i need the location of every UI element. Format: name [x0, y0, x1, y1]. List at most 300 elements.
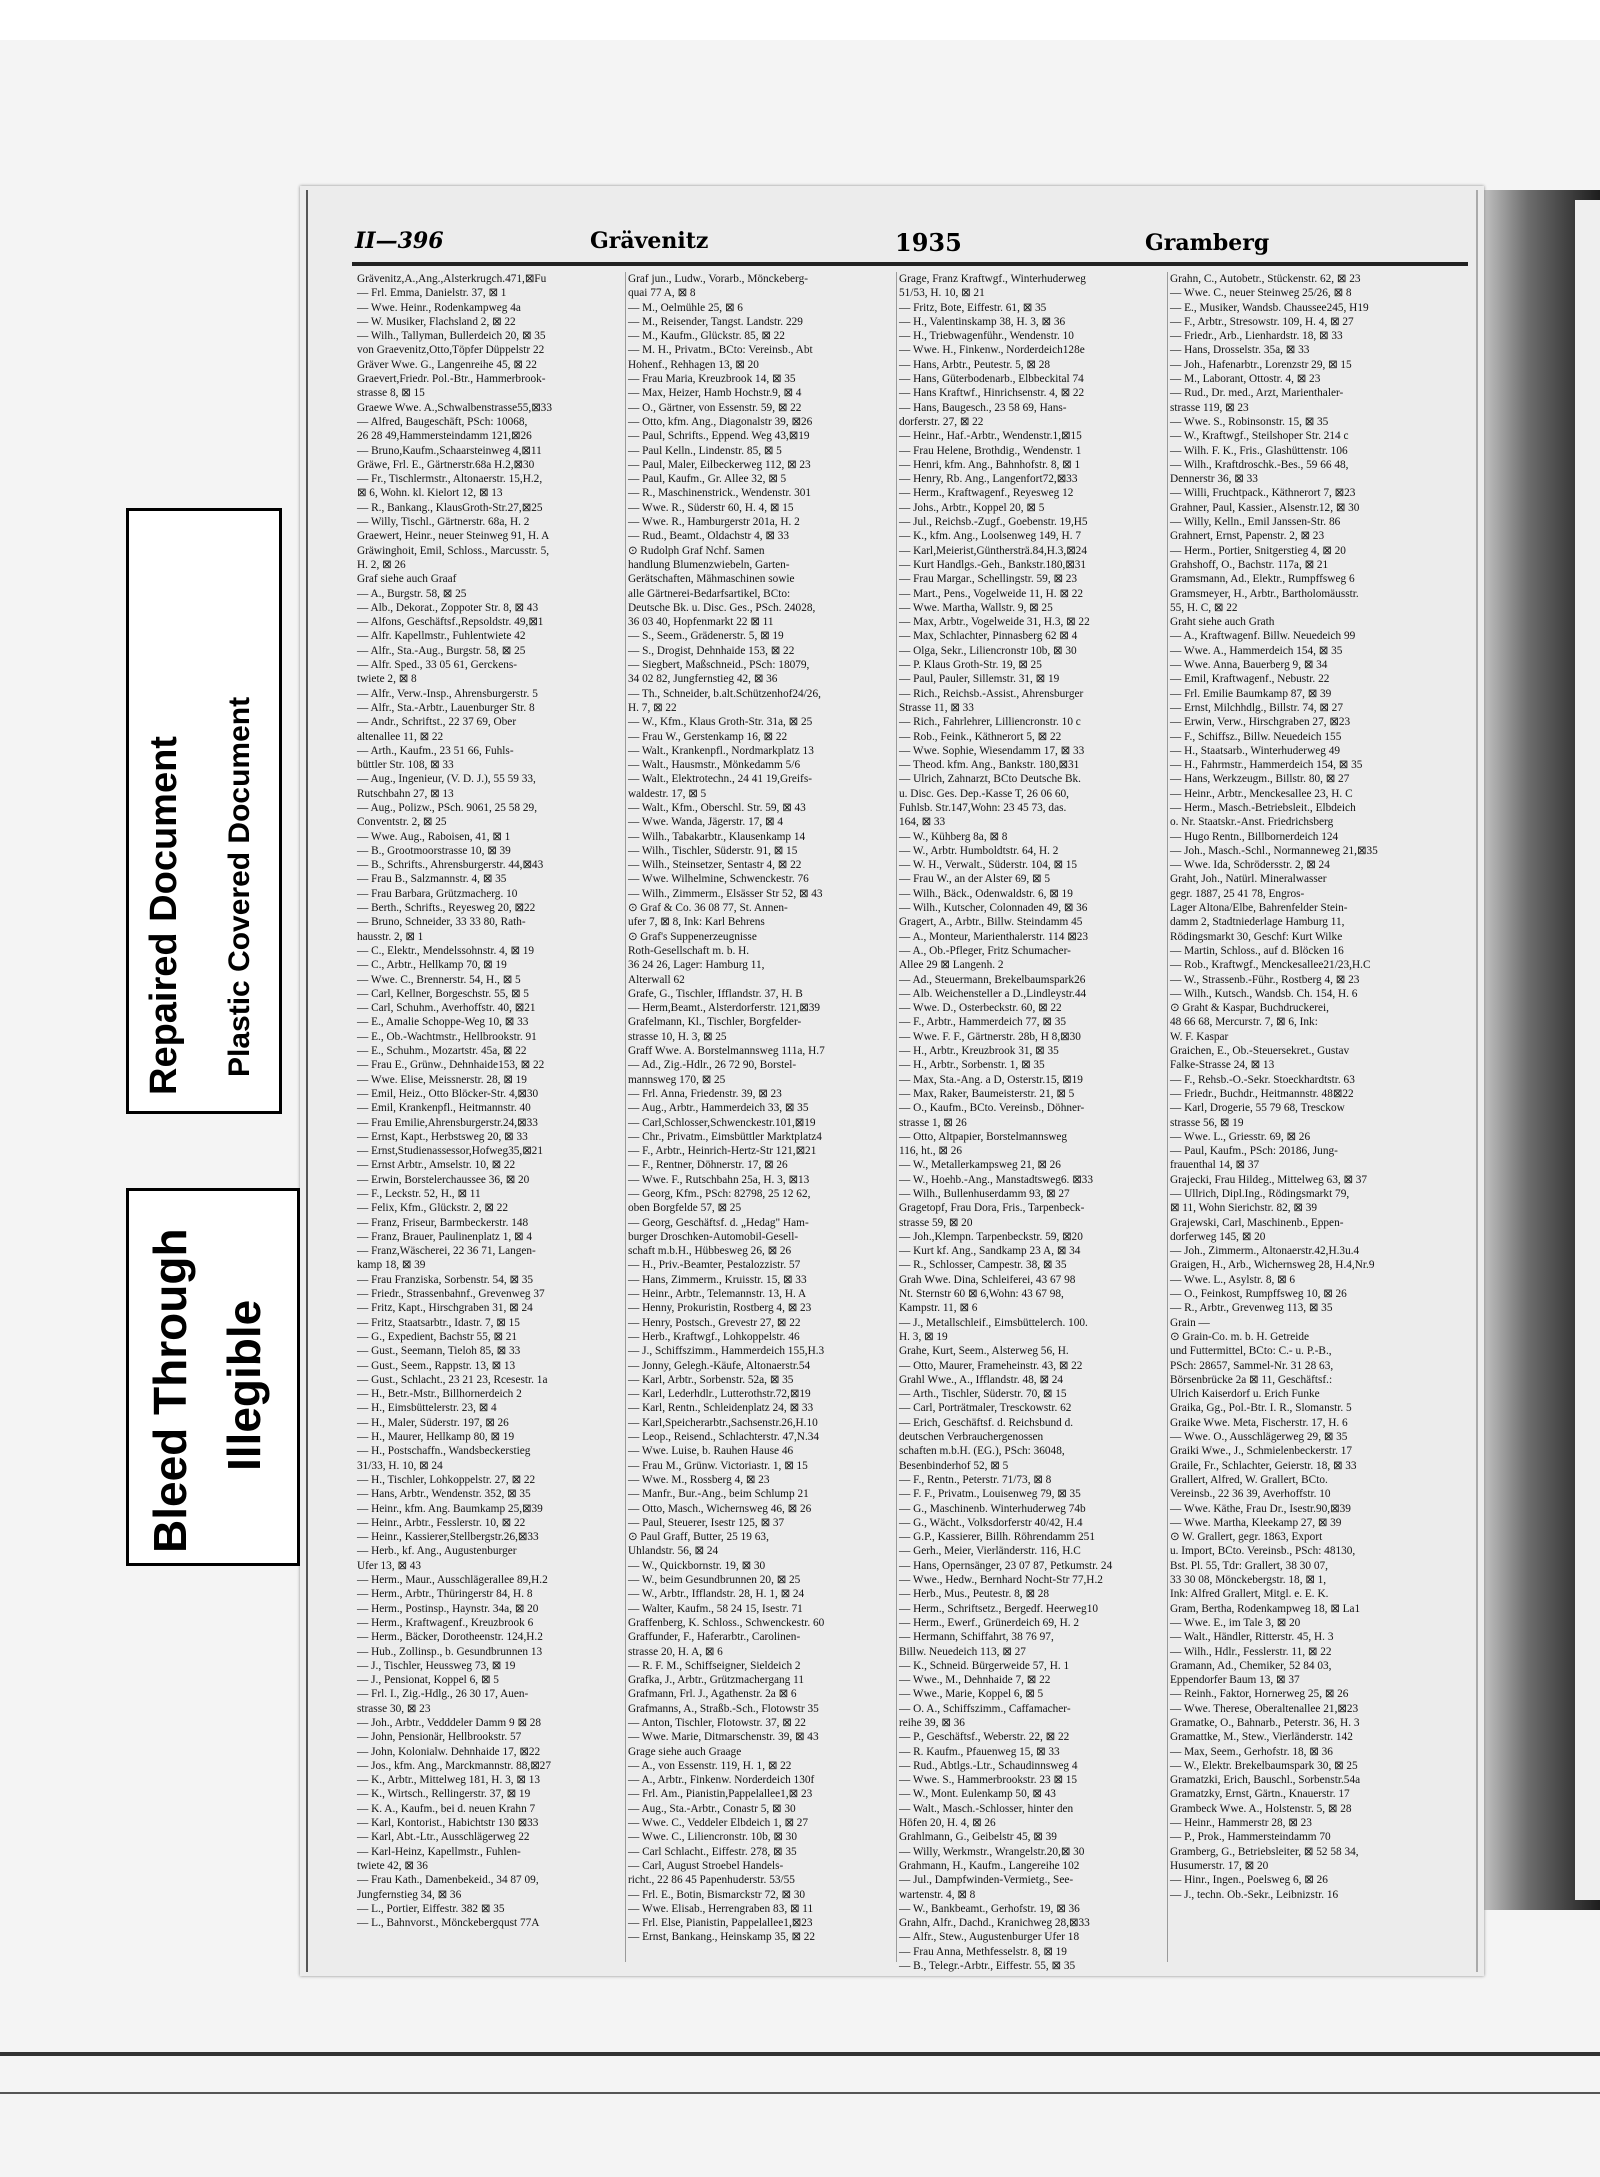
- directory-entry-line: schaft m.b.H., Hübbesweg 26, ⊠ 26: [628, 1245, 792, 1258]
- directory-entry-line: — Alfr. Kapellmstr., Fuhlentwiete 42: [357, 630, 526, 643]
- directory-entry-line: — Arth., Tischler, Süderstr. 70, ⊠ 15: [899, 1388, 1067, 1401]
- directory-entry-line: — H., Priv.-Beamter, Pestalozzistr. 57: [628, 1259, 801, 1272]
- directory-entry-line: — Siegbert, Maßschneid., PSch: 18079,: [628, 659, 810, 672]
- directory-entry-line: Grafka, J., Arbtr., Grützmachergang 11: [628, 1674, 804, 1687]
- directory-entry-line: Grajecki, Frau Hildeg., Mittelweg 63, ⊠ 37: [1170, 1173, 1368, 1186]
- directory-entry-line: — Friedr., Strassenbahnf., Grevenweg 37: [357, 1288, 545, 1301]
- directory-entry-line: — R., Arbtr., Grevenweg 113, ⊠ 35: [1170, 1302, 1333, 1315]
- directory-entry-line: Gräver Wwe. G., Langenreihe 45, ⊠ 22: [357, 358, 537, 371]
- directory-entry-line: büttler Str. 108, ⊠ 33: [357, 759, 454, 772]
- directory-entry-line: Graevert,Friedr. Pol.-Btr., Hammerbrook-: [357, 373, 546, 386]
- directory-entry-line: kamp 18, ⊠ 39: [357, 1259, 426, 1272]
- directory-entry-line: — Wilh., Tischler, Süderstr. 91, ⊠ 15: [628, 844, 798, 857]
- directory-entry-line: — E., Musiker, Wandsb. Chaussee245, H19: [1170, 301, 1369, 314]
- directory-entry-line: — Herm., Kraftwagenf., Reyesweg 12: [899, 487, 1074, 500]
- directory-entry-line: — W., Kühberg 8a, ⊠ 8: [899, 830, 1008, 843]
- directory-entry-line: — Herb., Mus., Peutestr. 8, ⊠ 28: [899, 1588, 1050, 1601]
- directory-entry-line: reihe 39, ⊠ 36: [899, 1716, 965, 1729]
- directory-entry-line: twiete 42, ⊠ 36: [357, 1859, 428, 1872]
- directory-entry-line: — E., Schuhm., Mozartstr. 45a, ⊠ 22: [357, 1045, 527, 1058]
- directory-entry-line: — Herm,Beamt., Alsterdorferstr. 121,⊠39: [628, 1002, 821, 1015]
- directory-entry-line: — Willy, Tischl., Gärtnerstr. 68a, H. 2: [357, 516, 530, 529]
- directory-entry-line: — Kurt kf. Ang., Sandkamp 23 A, ⊠ 34: [899, 1245, 1081, 1258]
- directory-entry-line: — L., Bahnvorst., Mönckebergqust 77A: [357, 1917, 540, 1930]
- directory-entry-line: — G.P., Kassierer, Billh. Röhrendamm 251: [899, 1531, 1095, 1544]
- directory-entry-line: — Hugo Rentn., Billbornerdeich 124: [1170, 830, 1339, 843]
- directory-entry-line: — Max, Heizer, Hamb Hochstr.9, ⊠ 4: [628, 387, 802, 400]
- directory-entry-line: strasse 56, ⊠ 19: [1170, 1116, 1244, 1129]
- directory-entry-line: Graht siehe auch Grath: [1170, 616, 1275, 629]
- directory-entry-line: Besenbinderhof 52, ⊠ 5: [899, 1459, 1009, 1472]
- directory-entry-line: — Alfr., Sta.-Aug., Burgstr. 58, ⊠ 25: [357, 644, 526, 657]
- directory-entry-line: richt., 22 86 45 Papenhuderstr. 53/55: [628, 1874, 795, 1887]
- directory-entry-line: — Wwe. Therese, Oberaltenallee 21,⊠23: [1170, 1702, 1359, 1715]
- directory-entry-line: Husumerstr. 17, ⊠ 20: [1170, 1859, 1269, 1872]
- directory-entry-line: strasse 59, ⊠ 20: [899, 1216, 973, 1229]
- directory-entry-line: — A., Arbtr., Finkenw. Norderdeich 130f: [628, 1774, 815, 1787]
- directory-entry-line: Graff Wwe. A. Borstelmannsweg 111a, H.7: [628, 1045, 825, 1058]
- directory-entry-line: — Anton, Tischler, Flotowstr. 37, ⊠ 22: [628, 1716, 806, 1729]
- directory-entry-line: — Bruno, Schneider, 33 33 80, Rath-: [357, 916, 526, 929]
- directory-entry-line: — Herm., Portier, Snitgerstieg 4, ⊠ 20: [1170, 544, 1346, 557]
- directory-entry-line: — W., Mont. Eulenkamp 50, ⊠ 43: [899, 1788, 1056, 1801]
- directory-entry-line: H. 7, ⊠ 22: [628, 701, 677, 714]
- directory-entry-line: — Ernst,Studienassessor,Hofweg35,⊠21: [357, 1145, 543, 1158]
- directory-entry-line: — Heinr., Arbtr., Fesslerstr. 10, ⊠ 22: [357, 1516, 526, 1529]
- directory-entry-line: — F., Arbtr., Heinrich-Hertz-Str 121,⊠21: [628, 1145, 817, 1158]
- directory-entry-line: 164, ⊠ 33: [899, 816, 946, 829]
- directory-entry-line: — Alfons, Geschäftsf.,Repsoldstr. 49,⊠1: [357, 616, 544, 629]
- directory-entry-line: — Carl, August Stroebel Handels-: [628, 1859, 784, 1872]
- directory-entry-line: — W., Arbtr., Ifflandstr. 28, H. 1, ⊠ 24: [628, 1588, 805, 1601]
- directory-entry-line: Graewe Wwe. A.,Schwalbenstrasse55,⊠33: [357, 401, 552, 414]
- scan-bottom-rule-thin: [0, 2092, 1600, 2094]
- directory-entry-line: Gramattke, M., Stew., Vierländerstr. 142: [1170, 1731, 1353, 1744]
- directory-entry-line: — Herb., Kraftwgf., Lohkoppelstr. 46: [628, 1330, 800, 1343]
- directory-entry-line: — Wwe. O., Ausschlägerweg 29, ⊠ 35: [1170, 1431, 1348, 1444]
- directory-entry-line: Ufer 13, ⊠ 43: [357, 1559, 422, 1572]
- directory-entry-line: — Wwe. Heinr., Rodenkampweg 4a: [357, 301, 521, 314]
- directory-entry-line: — Wilh., Kraftdroschk.-Bes., 59 66 48,: [1170, 458, 1349, 471]
- directory-entry-line: — Frl. Emilie Baumkamp 87, ⊠ 39: [1170, 687, 1332, 700]
- directory-entry-line: — Ullrich, Dipl.Ing., Rödingsmarkt 79,: [1170, 1188, 1350, 1200]
- directory-entry-line: — O. A., Schiffszimm., Caffamacher-: [899, 1702, 1071, 1715]
- directory-entry-line: — Andr., Schriftst., 22 37 69, Ober: [357, 716, 517, 729]
- directory-entry-line: — Frau M., Grünw. Victoriastr. 1, ⊠ 15: [628, 1459, 808, 1472]
- directory-entry-line: — Wilh., Steinsetzer, Sentastr 4, ⊠ 22: [628, 859, 802, 872]
- directory-column-3: [899, 272, 1167, 1973]
- directory-entry-line: — H., Fahrmstr., Hammerdeich 154, ⊠ 35: [1170, 759, 1363, 772]
- directory-entry-line: — Frau B., Salzmannstr. 4, ⊠ 35: [357, 873, 507, 886]
- directory-entry-line: Roth-Gesellschaft m. b. H.: [628, 944, 750, 957]
- directory-entry-line: — P., Geschäftsf., Weberstr. 22, ⊠ 22: [899, 1731, 1070, 1744]
- directory-entry-line: — Carl, Porträtmaler, Tresckowstr. 62: [899, 1402, 1072, 1415]
- directory-entry-line: — Gust., Schlacht., 23 21 23, Rcesestr. 1a: [357, 1373, 548, 1386]
- directory-entry-line: — Wwe. D., Osterbeckstr. 60, ⊠ 22: [899, 1002, 1062, 1015]
- directory-entry-line: strasse 30, ⊠ 23: [357, 1702, 431, 1715]
- directory-entry-line: damm 2, Stadtniederlage Hamburg 11,: [1170, 916, 1345, 929]
- directory-entry-line: — Wwe. Elise, Meissnerstr. 28, ⊠ 19: [357, 1073, 527, 1086]
- directory-entry-line: — S., Drogist, Dehnhaide 153, ⊠ 22: [628, 644, 795, 657]
- directory-entry-line: — Erwin, Verw., Hirschgraben 27, ⊠23: [1170, 716, 1351, 729]
- directory-entry-line: — Wilh., Zimmerm., Elsässer Str 52, ⊠ 43: [628, 887, 823, 900]
- directory-entry-line: — F., Rentn., Peterstr. 71/73, ⊠ 8: [899, 1473, 1052, 1486]
- directory-entry-line: hausstr. 2, ⊠ 1: [357, 930, 424, 943]
- directory-entry-line: — F., Arbtr., Stresowstr. 109, H. 4, ⊠ 27: [1170, 315, 1354, 328]
- directory-entry-line: Grahner, Paul, Kassier., Alsenstr.12, ⊠ 30: [1170, 501, 1360, 514]
- directory-entry-line: — Wwe. C., neuer Steinweg 25/26, ⊠ 8: [1170, 287, 1352, 300]
- directory-entry-line: — Carl Schlacht., Eiffestr. 278, ⊠ 35: [628, 1845, 797, 1858]
- directory-entry-line: — Chr., Privatm., Eimsbüttler Marktplatz4: [628, 1130, 822, 1143]
- column-separator: [1167, 272, 1168, 1962]
- directory-entry-line: Nt. Sternstr 60 ⊠ 6,Wohn: 43 67 98,: [899, 1288, 1064, 1301]
- directory-entry-line: ⊙ Graht & Kaspar, Buchdruckerei,: [1170, 1002, 1329, 1015]
- directory-entry-line: Graewert, Heinr., neuer Steinweg 91, H. A: [357, 530, 550, 543]
- directory-entry-line: — Wilh., Bäck., Odenwaldstr. 6, ⊠ 19: [899, 887, 1073, 900]
- directory-entry-line: — Gust., Seemann, Tieloh 85, ⊠ 33: [357, 1345, 521, 1358]
- directory-entry-line: — Heinr., Arbtr., Menckesallee 23, H. C: [1170, 787, 1353, 800]
- directory-entry-line: Grage siehe auch Graage: [628, 1745, 742, 1758]
- directory-entry-line: — Wwe. C., Liliencronstr. 10b, ⊠ 30: [628, 1831, 797, 1844]
- directory-entry-line: — Frl. Anna, Friedenstr. 39, ⊠ 23: [628, 1087, 782, 1100]
- directory-entry-line: twiete 2, ⊠ 8: [357, 673, 417, 686]
- directory-entry-line: — B., Schrifts., Ahrensburgerstr. 44,⊠43: [357, 859, 544, 872]
- directory-entry-line: strasse 10, H. 3, ⊠ 25: [628, 1030, 727, 1043]
- directory-entry-line: Rutschbahn 27, ⊠ 13: [357, 787, 454, 800]
- directory-entry-line: — Frau W., an der Alster 69, ⊠ 5: [899, 873, 1050, 886]
- directory-entry-line: — Erich, Geschäftsf. d. Reichsbund d.: [899, 1416, 1074, 1429]
- directory-entry-line: — Walt., Masch.-Schlosser, hinter den: [899, 1802, 1074, 1815]
- directory-entry-line: — F., Arbtr., Hammerdeich 77, ⊠ 35: [899, 1016, 1067, 1029]
- directory-entry-line: Grahn, C., Autobetr., Stückenstr. 62, ⊠ 23: [1170, 273, 1361, 285]
- directory-entry-line: — M. H., Privatm., BCto: Vereinsb., Abt: [628, 344, 813, 357]
- directory-entry-line: — Wwe. Käthe, Frau Dr., Isestr.90,⊠39: [1170, 1502, 1351, 1515]
- header-rule: [352, 262, 1468, 266]
- directory-entry-line: Graht, Joh., Natürl. Mineralwasser: [1170, 873, 1327, 886]
- directory-entry-line: — H., Eimsbüttelerstr. 23, ⊠ 4: [357, 1402, 497, 1415]
- directory-entry-line: Gräwe, Frl. E., Gärtnerstr.68a H.2,⊠30: [357, 458, 535, 471]
- directory-entry-line: — Frau Anna, Methfesselstr. 8, ⊠ 19: [899, 1945, 1067, 1958]
- directory-entry-line: PSch: 28657, Sammel-Nr. 31 28 63,: [1170, 1359, 1334, 1372]
- directory-entry-line: Gramsmann, Ad., Elektr., Rumpffsweg 6: [1170, 573, 1355, 586]
- directory-entry-line: — Frau Maria, Kreuzbrook 14, ⊠ 35: [628, 373, 796, 386]
- directory-entry-line: — Carl,Schlosser,Schwenckestr.101,⊠19: [628, 1116, 816, 1129]
- directory-entry-line: — G., Expedient, Bachstr 55, ⊠ 21: [357, 1330, 518, 1343]
- directory-entry-line: — Wwe. Marie, Ditmarschenstr. 39, ⊠ 43: [628, 1731, 819, 1744]
- directory-entry-line: — Max, Sta.-Ang. a D, Osterstr.15, ⊠19: [899, 1073, 1083, 1086]
- directory-entry-line: — Alfr. Sped., 33 05 61, Gerckens-: [357, 659, 518, 672]
- directory-entry-line: altenallee 11, ⊠ 22: [357, 730, 444, 743]
- directory-entry-line: — J., techn. Ob.-Sekr., Leibnizstr. 16: [1170, 1888, 1339, 1901]
- directory-entry-line: — Wwe. Wanda, Jägerstr. 17, ⊠ 4: [628, 816, 783, 829]
- directory-entry-line: Gragetopf, Frau Dora, Fris., Tarpenbeck-: [899, 1202, 1085, 1215]
- directory-entry-line: 33 30 08, Mönckebergstr. 18, ⊠ 1,: [1170, 1574, 1327, 1587]
- directory-entry-line: quai 77 A, ⊠ 8: [628, 287, 696, 300]
- directory-entry-line: — H., Staatsarb., Winterhuderweg 49: [1170, 744, 1341, 757]
- directory-entry-line: — W., Hoehb.-Ang., Manstadtsweg6. ⊠33: [899, 1173, 1093, 1186]
- directory-entry-line: Allee 29 ⊠ Langenh. 2: [899, 959, 1004, 972]
- directory-entry-line: — Fr., Tischlermstr., Altonaerstr. 15,H.2,: [357, 473, 543, 486]
- directory-entry-line: — Herm., Maur., Ausschlägerallee 89,H.2: [357, 1574, 548, 1587]
- directory-entry-line: ⊙ Graf & Co. 36 08 77, St. Annen-: [628, 902, 788, 915]
- stamp-text-repaired: Repaired Document: [143, 736, 185, 1095]
- directory-entry-line: — Wwe. Elisab., Herrengraben 83, ⊠ 11: [628, 1902, 814, 1915]
- directory-entry-line: — G., Wächt., Volksdorferstr 40/42, H.4: [899, 1516, 1083, 1529]
- directory-entry-line: — Joh., Zimmerm., Altonaerstr.42,H.3u.4: [1170, 1245, 1360, 1258]
- directory-entry-line: — Hans, Werkzeugm., Billstr. 80, ⊠ 27: [1170, 773, 1350, 786]
- directory-entry-line: — F., Schiffsz., Billw. Neuedeich 155: [1170, 730, 1342, 743]
- directory-entry-line: ⊠ 6, Wohn. kl. Kielort 12, ⊠ 13: [357, 487, 503, 500]
- directory-entry-line: — M., Laborant, Ottostr. 4, ⊠ 23: [1170, 373, 1321, 386]
- directory-entry-line: — Wilh., Kutscher, Colonnaden 49, ⊠ 36: [899, 902, 1088, 915]
- directory-entry-line: — Ernst, Milchhdlg., Billstr. 74, ⊠ 27: [1170, 701, 1343, 714]
- directory-entry-line: — W., Bankbeamt., Gerhofstr. 19, ⊠ 36: [899, 1902, 1080, 1915]
- directory-entry-line: — C., Elektr., Mendelssohnstr. 4, ⊠ 19: [357, 944, 535, 957]
- directory-entry-line: — M., Reisender, Tangst. Landstr. 229: [628, 315, 803, 328]
- directory-entry-line: — Aug., Sta.-Arbtr., Conastr 5, ⊠ 30: [628, 1802, 796, 1815]
- directory-entry-line: — K., Wirtsch., Rellingerstr. 37, ⊠ 19: [357, 1788, 531, 1801]
- directory-entry-line: Grafmanns, A., Straßb.-Sch., Flotowstr 35: [628, 1702, 819, 1715]
- directory-entry-line: — Henry, Rb. Ang., Langenfort72,⊠33: [899, 473, 1078, 486]
- directory-entry-line: — J., Metallschleif., Eimsbüttelerch. 100.: [899, 1316, 1088, 1329]
- directory-entry-line: dorferweg 145, ⊠ 20: [1170, 1230, 1266, 1243]
- directory-entry-line: — Paul Kelln., Lindenstr. 85, ⊠ 5: [628, 444, 782, 457]
- directory-entry-line: Grajewski, Carl, Maschinenb., Eppen-: [1170, 1216, 1344, 1229]
- directory-entry-line: — Otto, Masch., Wichernsweg 46, ⊠ 26: [628, 1502, 812, 1515]
- directory-entry-line: — Carl, Schuhm., Averhoffstr. 40, ⊠21: [357, 1002, 536, 1015]
- directory-entry-line: — Frl. Emma, Danielstr. 37, ⊠ 1: [357, 287, 507, 300]
- directory-entry-line: u. Import, BCto. Vereinsb., PSch: 48130,: [1170, 1545, 1356, 1558]
- directory-entry-line: ⊙ W. Grallert, gegr. 1863, Export: [1170, 1531, 1323, 1544]
- directory-entry-line: — Herm., Arbtr., Thüringerstr 84, H. 8: [357, 1588, 533, 1601]
- directory-entry-line: Graiki Wwe., J., Schmielenbeckerstr. 17: [1170, 1445, 1353, 1458]
- directory-entry-line: Conventstr. 2, ⊠ 25: [357, 816, 447, 829]
- stamp-text-illegible: Illegible: [218, 1299, 270, 1471]
- directory-entry-line: — Wwe., M., Dehnhaide 7, ⊠ 22: [899, 1674, 1051, 1687]
- directory-entry-line: — Th., Schneider, b.alt.Schützenhof24/26,: [628, 687, 821, 700]
- directory-entry-line: — Hans Kraftwf., Hinrichsenstr. 4, ⊠ 22: [899, 387, 1085, 400]
- directory-entry-line: — P., Prok., Hammersteindamm 70: [1170, 1831, 1331, 1844]
- directory-entry-line: handlung Blumenzwiebeln, Garten-: [628, 558, 790, 571]
- directory-entry-line: — Henri, kfm. Ang., Bahnhofstr. 8, ⊠ 1: [899, 458, 1081, 471]
- directory-entry-line: — K. A., Kaufm., bei d. neuen Krahn 7: [357, 1802, 536, 1815]
- directory-entry-line: — Fritz, Bote, Eiffestr. 61, ⊠ 35: [899, 301, 1047, 314]
- directory-entry-line: — A., von Essenstr. 119, H. 1, ⊠ 22: [628, 1759, 792, 1772]
- directory-entry-line: — John, Kolonialw. Dehnhaide 17, ⊠22: [357, 1745, 541, 1758]
- directory-entry-line: — Frl. I., Zig.-Hdlg., 26 30 17, Auen-: [357, 1688, 529, 1701]
- directory-entry-line: Alterwall 62: [628, 973, 685, 986]
- directory-entry-line: — C., Arbtr., Hellkamp 70, ⊠ 19: [357, 959, 507, 972]
- directory-entry-line: 36 03 40, Hopfenmarkt 22 ⊠ 11: [628, 616, 774, 629]
- directory-entry-line: ⊙ Graf's Suppenerzeugnisse: [628, 930, 757, 943]
- directory-entry-line: — Karl, Drogerie, 55 79 68, Tresckow: [1170, 1102, 1345, 1115]
- directory-entry-line: — Wwe. Martha, Kleekamp 27, ⊠ 39: [1170, 1516, 1342, 1529]
- directory-entry-line: — Hermann, Schiffahrt, 38 76 97,: [899, 1631, 1054, 1644]
- next-page-edge: [1575, 200, 1600, 1900]
- directory-entry-line: — Herm., Ewerf., Grünerdeich 69, H. 2: [899, 1616, 1080, 1629]
- directory-entry-line: Börsenbrücke 2a ⊠ 11, Geschäftsf.:: [1170, 1373, 1333, 1386]
- directory-entry-line: — Heinr., Kassierer,Stellbergstr.26,⊠33: [357, 1531, 539, 1544]
- directory-entry-line: — W., Kraftwgf., Steilshoper Str. 214 c: [1170, 430, 1349, 443]
- directory-entry-line: — Hub., Zollinsp., b. Gesundbrunnen 13: [357, 1645, 543, 1658]
- directory-entry-line: dorferstr. 27, ⊠ 22: [899, 415, 984, 428]
- directory-entry-line: — Herm., Bäcker, Dorotheenstr. 124,H.2: [357, 1631, 543, 1644]
- directory-entry-line: — Max, Arbtr., Vogelweide 31, H.3, ⊠ 22: [899, 616, 1090, 629]
- directory-entry-line: — Herm., Postinsp., Haynstr. 34a, ⊠ 20: [357, 1602, 539, 1615]
- directory-entry-line: — Wwe. M., Rossberg 4, ⊠ 23: [628, 1473, 770, 1486]
- directory-entry-line: 55, H. C, ⊠ 22: [1170, 601, 1238, 614]
- directory-entry-line: — Paul, Kaufm., Gr. Allee 32, ⊠ 5: [628, 473, 787, 486]
- directory-entry-line: — W. Musiker, Flachsland 2, ⊠ 22: [357, 315, 516, 328]
- directory-entry-line: — Walt., Hausmstr., Mönkedamm 5/6: [628, 759, 801, 772]
- directory-entry-line: — A., Burgstr. 58, ⊠ 25: [357, 587, 467, 600]
- directory-entry-line: Grafe, G., Tischler, Ifflandstr. 37, H. B: [628, 987, 803, 1000]
- directory-entry-line: — W., Kfm., Klaus Groth-Str. 31a, ⊠ 25: [628, 716, 813, 729]
- directory-entry-line: — Walter, Kaufm., 58 24 15, Isestr. 71: [628, 1602, 803, 1615]
- directory-entry-line: — K., Schneid. Bürgerweide 57, H. 1: [899, 1659, 1070, 1672]
- directory-entry-line: — Wwe. S., Hammerbrookstr. 23 ⊠ 15: [899, 1774, 1078, 1787]
- directory-entry-line: — H., Tischler, Lohkoppelstr. 27, ⊠ 22: [357, 1473, 536, 1486]
- directory-entry-line: — W. H., Verwalt., Süderstr. 104, ⊠ 15: [899, 859, 1078, 872]
- directory-entry-line: — Frau E., Grünw., Dehnhaide153, ⊠ 22: [357, 1059, 545, 1072]
- directory-entry-line: — Jul., Dampfwinden-Vermietg., See-: [899, 1874, 1074, 1887]
- directory-entry-line: 36 24 26, Lager: Hamburg 11,: [628, 959, 765, 972]
- directory-entry-line: — Alfred, Baugeschäft, PSch: 10068,: [357, 415, 528, 428]
- directory-entry-line: H. 3, ⊠ 19: [899, 1330, 948, 1343]
- condition-stamp-repaired: [126, 508, 282, 1114]
- directory-entry-line: — Wwe. L., Asylstr. 8, ⊠ 6: [1170, 1273, 1296, 1286]
- directory-entry-line: — Frau W., Gerstenkamp 16, ⊠ 22: [628, 730, 788, 743]
- directory-entry-line: — Wilh., Hdlr., Fesslerstr. 11, ⊠ 22: [1170, 1645, 1332, 1658]
- directory-entry-line: — Wwe. Anna, Bauerberg 9, ⊠ 34: [1170, 659, 1328, 672]
- directory-entry-line: — Alb. Weichensteller a D.,Lindleystr.44: [899, 987, 1087, 1000]
- directory-entry-line: ufer 7, ⊠ 8, Ink: Karl Behrens: [628, 916, 765, 929]
- directory-entry-line: — Frau Franziska, Sorbenstr. 54, ⊠ 35: [357, 1273, 534, 1286]
- directory-entry-line: — Emil, Kraftwagenf., Nebustr. 22: [1170, 673, 1330, 686]
- directory-entry-line: — Hans, Arbtr., Wendenstr. 352, ⊠ 35: [357, 1488, 531, 1501]
- directory-entry-line: — Karl, Rentn., Schleidenplatz 24, ⊠ 33: [628, 1402, 814, 1415]
- directory-entry-line: — Alfr., Verw.-Insp., Ahrensburgerstr. 5: [357, 687, 538, 700]
- directory-entry-line: Grahl Wwe., A., Ifflandstr. 48, ⊠ 24: [899, 1373, 1064, 1386]
- directory-entry-line: — Wilh. F. K., Fris., Glashüttenstr. 106: [1170, 444, 1348, 457]
- directory-entry-line: — W., beim Gesundbrunnen 20, ⊠ 25: [628, 1574, 801, 1587]
- column-separator: [896, 272, 897, 1962]
- directory-entry-line: — Joh., Arbtr., Vedddeler Damm 9 ⊠ 28: [357, 1716, 542, 1729]
- directory-entry-line: Graike Wwe. Meta, Fischerstr. 17, H. 6: [1170, 1416, 1348, 1429]
- directory-entry-line: — A., Kraftwagenf. Billw. Neuedeich 99: [1170, 630, 1356, 643]
- directory-entry-line: Grahlmann, G., Geibelstr 45, ⊠ 39: [899, 1831, 1057, 1844]
- directory-entry-line: — W., Elektr. Brekelbaumspark 30, ⊠ 25: [1170, 1759, 1358, 1772]
- directory-entry-line: — R., Maschinenstrick., Wendenstr. 301: [628, 487, 812, 500]
- directory-entry-line: — Alb., Dekorat., Zoppoter Str. 8, ⊠ 43: [357, 601, 539, 614]
- directory-entry-line: Strasse 11, ⊠ 33: [899, 701, 974, 714]
- directory-entry-line: alle Gärtnerei-Bedarfsartikel, BCto:: [628, 587, 791, 600]
- directory-entry-line: — Theod. kfm. Ang., Bankstr. 180,⊠31: [899, 759, 1080, 772]
- directory-entry-line: — A., Monteur, Marienthalerstr. 114 ⊠23: [899, 930, 1089, 943]
- directory-entry-line: ⊙ Grain-Co. m. b. H. Getreide: [1170, 1330, 1310, 1343]
- directory-entry-line: — J., Tischler, Heussweg 73, ⊠ 19: [357, 1659, 516, 1672]
- directory-entry-line: schaften m.b.H. (EG.), PSch: 36048,: [899, 1445, 1065, 1458]
- directory-entry-line: Deutsche Bk. u. Disc. Ges., PSch. 24028,: [628, 601, 816, 614]
- directory-entry-line: Gerätschaften, Mähmaschinen sowie: [628, 573, 795, 586]
- directory-entry-line: — Heinr., Haf.-Arbtr., Wendenstr.1,⊠15: [899, 430, 1082, 443]
- directory-entry-line: — Paul, Steuerer, Isestr 125, ⊠ 37: [628, 1516, 785, 1529]
- directory-entry-line: — Wwe. F., Rutschbahn 25a, H. 3, ⊠13: [628, 1173, 810, 1186]
- header-year: 1935: [895, 228, 962, 257]
- directory-entry-line: — Joh.,Klempn. Tarpenbeckstr. 59, ⊠20: [899, 1230, 1083, 1243]
- directory-entry-line: — Karl,Meierist,Günthersträ.84,H.3,⊠24: [899, 544, 1087, 557]
- directory-entry-line: Grah Wwe. Dina, Schleiferei, 43 67 98: [899, 1273, 1076, 1286]
- directory-entry-line: strasse 8, ⊠ 15: [357, 387, 425, 400]
- directory-entry-line: W. F. Kaspar: [1170, 1030, 1229, 1043]
- directory-entry-line: — W., Arbtr. Humboldtstr. 64, H. 2: [899, 844, 1059, 857]
- directory-entry-line: — Karl, Arbtr., Sorbenstr. 52a, ⊠ 35: [628, 1373, 794, 1386]
- directory-entry-line: — Wwe. C., Brennerstr. 54, H., ⊠ 5: [357, 973, 521, 986]
- directory-entry-line: — Hans, Zimmerm., Kruisstr. 15, ⊠ 33: [628, 1273, 807, 1286]
- directory-entry-line: — Joh., Hafenarbtr., Lorenzstr 29, ⊠ 15: [1170, 358, 1352, 371]
- directory-entry-line: Grävenitz,A.,Ang.,Alsterkrugch.471,⊠Fu: [357, 273, 547, 285]
- directory-entry-line: 31/33, H. 10, ⊠ 24: [357, 1459, 443, 1472]
- directory-entry-line: Fuhlsb. Str.147,Wohn: 23 45 73, das.: [899, 801, 1067, 814]
- directory-entry-line: burger Droschken-Automobil-Gesell-: [628, 1230, 799, 1243]
- scan-top-margin: [0, 0, 1600, 40]
- directory-entry-line: — Karl-Heinz, Kapellmstr., Fuhlen-: [357, 1845, 521, 1858]
- directory-entry-line: — Wwe. R., Hamburgerstr 201a, H. 2: [628, 516, 800, 529]
- directory-entry-line: — Heinr., Arbtr., Telemannstr. 13, H. A: [628, 1288, 807, 1301]
- directory-entry-line: — Wwe. R., Süderstr 60, H. 4, ⊠ 15: [628, 501, 794, 514]
- directory-entry-line: 116, ht., ⊠ 26: [899, 1145, 963, 1158]
- condition-stamp-illegible: [126, 1188, 300, 1566]
- directory-entry-line: — Paul, Schrifts., Eppend. Weg 43,⊠19: [628, 430, 810, 443]
- directory-entry-line: — Ulrich, Zahnarzt, BCto Deutsche Bk.: [899, 773, 1081, 786]
- directory-entry-line: — Wwe. E., im Tale 3, ⊠ 20: [1170, 1616, 1301, 1629]
- directory-entry-line: — John, Pensionär, Hellbrookstr. 57: [357, 1731, 522, 1744]
- directory-entry-line: — E., Amalie Schoppe-Weg 10, ⊠ 33: [357, 1016, 529, 1029]
- directory-entry-line: Grain —: [1170, 1316, 1210, 1329]
- directory-entry-line: — Henry, Postsch., Grevestr 27, ⊠ 22: [628, 1316, 801, 1329]
- page-header: [355, 224, 1475, 258]
- directory-entry-line: — H., Maler, Süderstr. 197, ⊠ 26: [357, 1416, 509, 1429]
- directory-entry-line: — F., Rehsb.-O.-Sekr. Stoeckhardtstr. 63: [1170, 1073, 1355, 1086]
- directory-entry-line: strasse 1, ⊠ 26: [899, 1116, 967, 1129]
- header-last-name: Gramberg: [1145, 230, 1270, 256]
- directory-entry-line: — Wwe. S., Robinsonstr. 15, ⊠ 35: [1170, 415, 1329, 428]
- directory-entry-line: ⊙ Rudolph Graf Nchf. Samen: [628, 544, 765, 557]
- directory-entry-line: — Paul, Kaufm., PSch: 20186, Jung-: [1170, 1145, 1338, 1158]
- directory-entry-line: — Ad., Steuermann, Brekelbaumspark26: [899, 973, 1086, 986]
- directory-entry-line: H. 2, ⊠ 26: [357, 558, 406, 571]
- directory-entry-line: — L., Portier, Eiffestr. 382 ⊠ 35: [357, 1902, 505, 1915]
- directory-entry-line: — Wilh., Bullenhuserdamm 93, ⊠ 27: [899, 1188, 1070, 1200]
- directory-entry-line: Uhlandstr. 56, ⊠ 24: [628, 1545, 719, 1558]
- directory-entry-line: — Frau Helene, Brothdig., Wendenstr. 1: [899, 444, 1082, 457]
- directory-entry-line: — R., Bankang., KlausGroth-Str.27,⊠25: [357, 501, 543, 514]
- directory-entry-line: — Hans, Arbtr., Peutestr. 5, ⊠ 28: [899, 358, 1050, 371]
- directory-entry-line: — G., Maschinenb. Winterhuderweg 74b: [899, 1502, 1086, 1515]
- directory-entry-line: — Wwe. H., Finkenw., Norderdeich128e: [899, 344, 1085, 357]
- directory-entry-line: Gramsmeyer, H., Arbtr., Bartholomäusstr.: [1170, 587, 1359, 600]
- directory-entry-line: Gramatzky, Ernst, Gärtn., Knauerstr. 17: [1170, 1788, 1350, 1801]
- directory-entry-line: — Aug., Polizw., PSch. 9061, 25 58 29,: [357, 801, 538, 814]
- directory-entry-line: — Johs., Arbtr., Koppel 20, ⊠ 5: [899, 501, 1045, 514]
- directory-entry-line: — H., Maurer, Hellkamp 80, ⊠ 19: [357, 1431, 515, 1444]
- directory-entry-line: — Gust., Seem., Rappstr. 13, ⊠ 13: [357, 1359, 516, 1372]
- directory-entry-line: ⊠ 11, Wohn Sierichstr. 82, ⊠ 39: [1170, 1202, 1317, 1215]
- directory-entry-line: — Franz,Wäscherei, 22 36 71, Langen-: [357, 1245, 536, 1258]
- header-first-name: Grävenitz: [590, 228, 709, 254]
- directory-entry-line: — Henny, Prokuristin, Rostberg 4, ⊠ 23: [628, 1302, 812, 1315]
- directory-entry-line: — B., Grootmoorstrasse 10, ⊠ 39: [357, 844, 511, 857]
